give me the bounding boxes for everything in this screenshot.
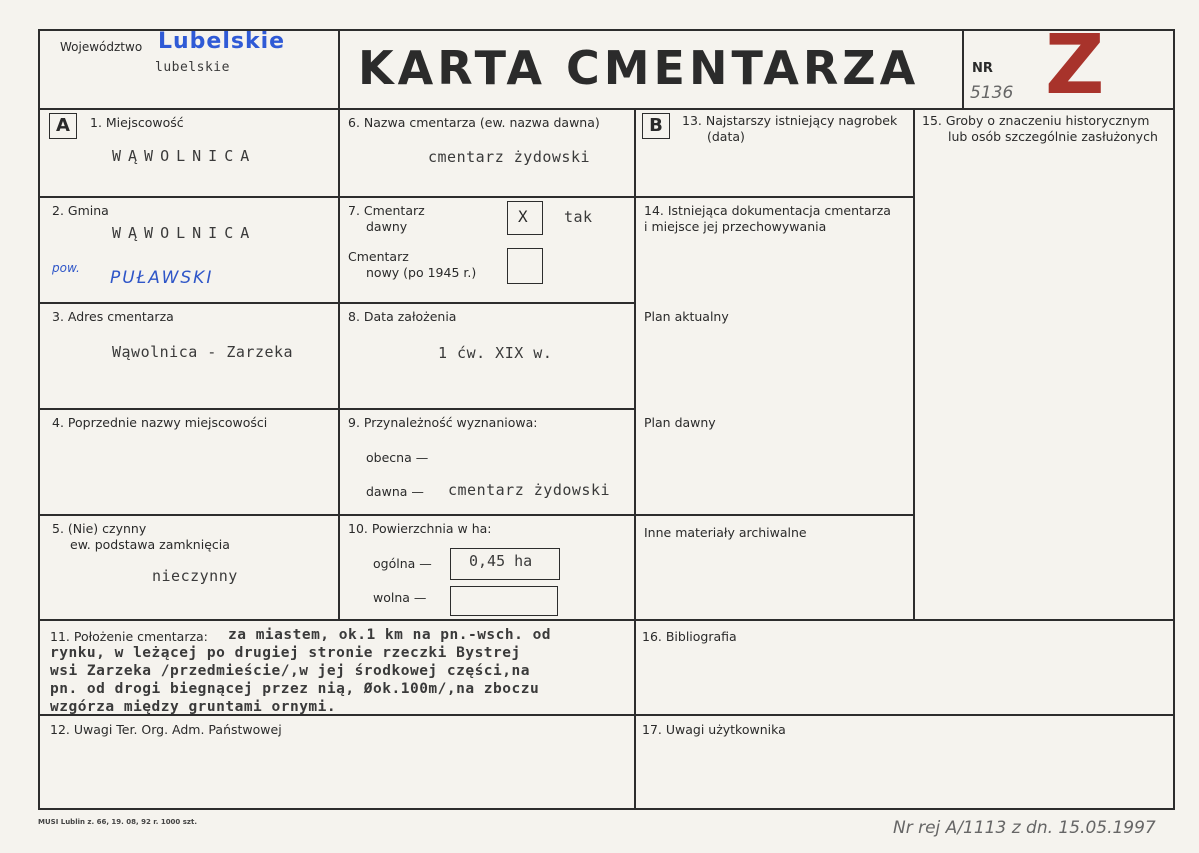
field-1-label: 1. Miejscowość xyxy=(90,115,184,130)
row-line-4a xyxy=(40,514,913,516)
field-5-label: 5. (Nie) czynny xyxy=(52,521,147,536)
field-3-label: 3. Adres cmentarza xyxy=(52,309,174,324)
field-9-obecna-label: obecna — xyxy=(366,450,429,465)
field-12-label: 12. Uwagi Ter. Org. Adm. Państwowej xyxy=(50,722,282,737)
page-title: KARTA CMENTARZA xyxy=(358,41,920,95)
field-8-value: 1 ćw. XIX w. xyxy=(438,344,553,362)
field-6-label: 6. Nazwa cmentarza (ew. nazwa dawna) xyxy=(348,115,600,130)
field-11-line-2: rynku, w leżącej po drugiej stronie rzeczki Bystrej xyxy=(50,645,521,661)
field-11-line-4: pn. od drogi biegnącej przez nią, Øok.100m/,na zboczu xyxy=(50,681,540,697)
dawny-check-mark: X xyxy=(518,207,528,226)
plan-aktualny-label: Plan aktualny xyxy=(644,309,729,324)
field-7-label-2: dawny xyxy=(366,219,408,234)
field-17-label: 17. Uwagi użytkownika xyxy=(642,722,786,737)
row-line-3a xyxy=(40,408,634,410)
field-11-line-3: wsi Zarzeka /przedmieście/,w jej środkowej części,na xyxy=(50,663,530,679)
field-3-value: Wąwolnica - Zarzeka xyxy=(112,343,294,361)
field-7-nowy-label: Cmentarz xyxy=(348,249,409,264)
header-vline-2 xyxy=(962,31,964,108)
dawny-checkbox[interactable] xyxy=(507,201,543,235)
nr-label: NR xyxy=(972,61,993,76)
wojewodztwo-stamp: Lubelskie xyxy=(158,29,286,54)
header-vline-1 xyxy=(338,31,340,108)
field-10-wolna-label: wolna — xyxy=(373,590,427,605)
field-8-label: 8. Data założenia xyxy=(348,309,457,324)
row-line-5 xyxy=(40,619,1173,621)
section-b-letter: B xyxy=(642,113,670,139)
inne-materialy-label: Inne materiały archiwalne xyxy=(644,525,807,540)
ogolna-value: 0,45 ha xyxy=(469,552,533,570)
field-2-pow-label: pow. xyxy=(52,261,80,275)
field-15-label-2: lub osób szczególnie zasłużonych xyxy=(948,129,1158,144)
row-line-1 xyxy=(40,196,913,198)
field-14-label-2: i miejsce jej przechowywania xyxy=(644,219,827,234)
field-9-dawna-label: dawna — xyxy=(366,484,424,499)
print-info: MUSI Lublin z. 66, 19. 08, 92 r. 1000 szt. xyxy=(38,818,197,826)
category-mark: Z xyxy=(1045,18,1105,113)
wojewodztwo-typed: lubelskie xyxy=(155,60,230,75)
section-a-letter: A xyxy=(49,113,77,139)
nowy-checkbox[interactable] xyxy=(507,248,543,284)
col-divider-2 xyxy=(634,108,636,808)
field-14-label: 14. Istniejąca dokumentacja cmentarza xyxy=(644,203,891,218)
field-6-value: cmentarz żydowski xyxy=(428,148,591,166)
nr-value: 5136 xyxy=(970,83,1014,103)
field-9-label: 9. Przynależność wyznaniowa: xyxy=(348,415,538,430)
cemetery-card xyxy=(38,18,1175,810)
registry-note: Nr rej A/1113 z dn. 15.05.1997 xyxy=(893,818,1156,838)
wojewodztwo-label: Województwo xyxy=(60,40,143,54)
ogolna-field[interactable] xyxy=(450,548,560,580)
field-7-tak: tak xyxy=(564,208,593,226)
field-4-label: 4. Poprzednie nazwy miejscowości xyxy=(52,415,268,430)
header-divider xyxy=(40,108,1173,110)
col-divider-3 xyxy=(913,108,915,619)
field-11-line-1: za miastem, ok.1 km na pn.-wsch. od xyxy=(228,627,552,643)
field-5-value: nieczynny xyxy=(152,567,238,585)
field-9-dawna-value: cmentarz żydowski xyxy=(448,481,611,499)
wolna-field[interactable] xyxy=(450,586,558,616)
field-7-label: 7. Cmentarz xyxy=(348,203,425,218)
field-15-label: 15. Groby o znaczeniu historycznym xyxy=(922,113,1150,128)
field-2-label: 2. Gmina xyxy=(52,203,109,218)
row-line-2a xyxy=(40,302,634,304)
field-16-label: 16. Bibliografia xyxy=(642,629,737,644)
field-1-value: WĄWOLNICA xyxy=(112,147,257,165)
field-10-label: 10. Powierzchnia w ha: xyxy=(348,521,492,536)
col-divider-1 xyxy=(338,108,340,619)
plan-dawny-label: Plan dawny xyxy=(644,415,716,430)
field-5-label-2: ew. podstawa zamknięcia xyxy=(70,537,230,552)
field-10-ogolna-label: ogólna — xyxy=(373,556,432,571)
field-2-value: WĄWOLNICA xyxy=(112,224,257,242)
field-11-label: 11. Położenie cmentarza: xyxy=(50,629,208,644)
field-7-nowy-label-2: nowy (po 1945 r.) xyxy=(366,265,477,280)
field-13-label-2: (data) xyxy=(707,129,745,144)
field-11-line-5: wzgórza między gruntami ornymi. xyxy=(50,699,337,715)
field-2-pow-value: PUŁAWSKI xyxy=(110,268,214,288)
field-13-label: 13. Najstarszy istniejący nagrobek xyxy=(682,113,898,128)
